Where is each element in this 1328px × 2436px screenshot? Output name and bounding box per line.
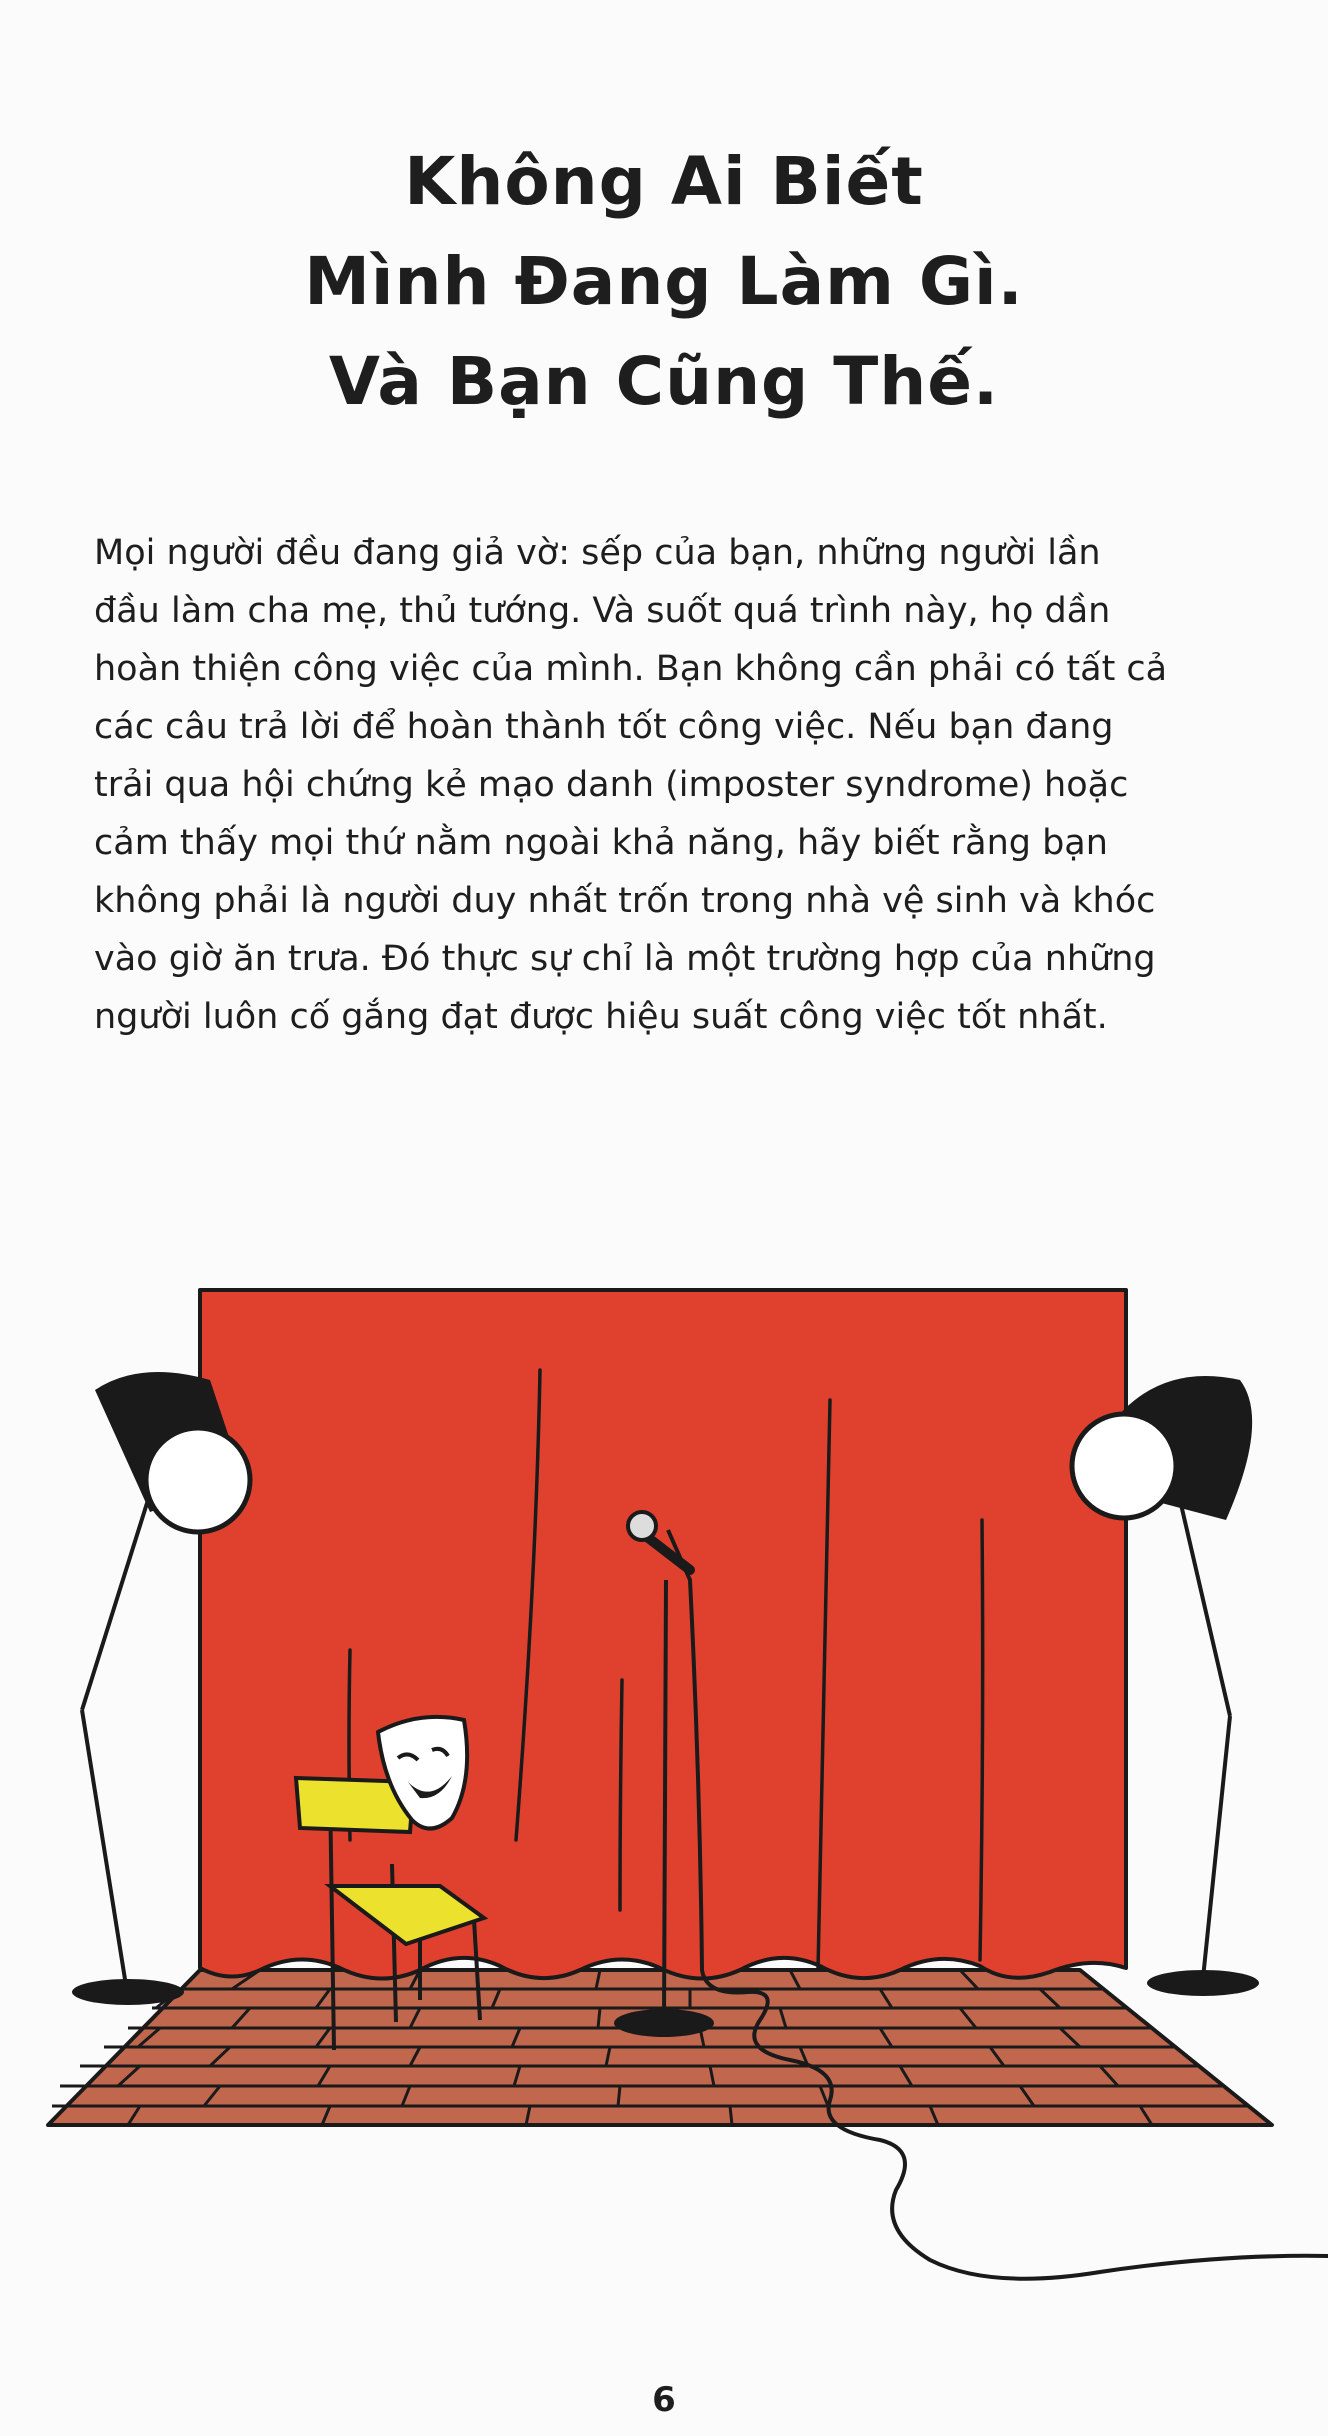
page-number: 6 <box>652 2380 676 2420</box>
body-line-3: hoàn thiện công việc của mình. Bạn không cần phải có tất cả <box>94 649 1168 689</box>
body-line-8: vào giờ ăn trưa. Đó thực sự chỉ là một trường hợp của những <box>94 939 1156 979</box>
page-title <box>0 132 1328 432</box>
title-line-2: Mình Đang Làm Gì. <box>304 243 1024 320</box>
body-line-5: trải qua hội chứng kẻ mạo danh (imposter syndrome) hoặc <box>94 765 1129 805</box>
body-line-9: người luôn cố gắng đạt được hiệu suất công việc tốt nhất. <box>94 997 1108 1037</box>
body-line-2: đầu làm cha mẹ, thủ tướng. Và suốt quá trình này, họ dần <box>94 591 1111 631</box>
body-line-4: các câu trả lời để hoàn thành tốt công việc. Nếu bạn đang <box>94 707 1114 747</box>
body-line-1: Mọi người đều đang giả vờ: sếp của bạn, những người lần <box>94 533 1101 573</box>
body-paragraph <box>94 524 1254 1046</box>
wooden-floor <box>48 1970 1272 2125</box>
body-line-7: không phải là người duy nhất trốn trong nhà vệ sinh và khóc <box>94 881 1156 921</box>
title-line-1: Không Ai Biết <box>404 143 924 220</box>
title-line-3: Và Bạn Cũng Thế. <box>328 343 1000 420</box>
stage-illustration <box>0 1280 1328 2310</box>
body-line-6: cảm thấy mọi thứ nằm ngoài khả năng, hãy biết rằng bạn <box>94 823 1108 863</box>
